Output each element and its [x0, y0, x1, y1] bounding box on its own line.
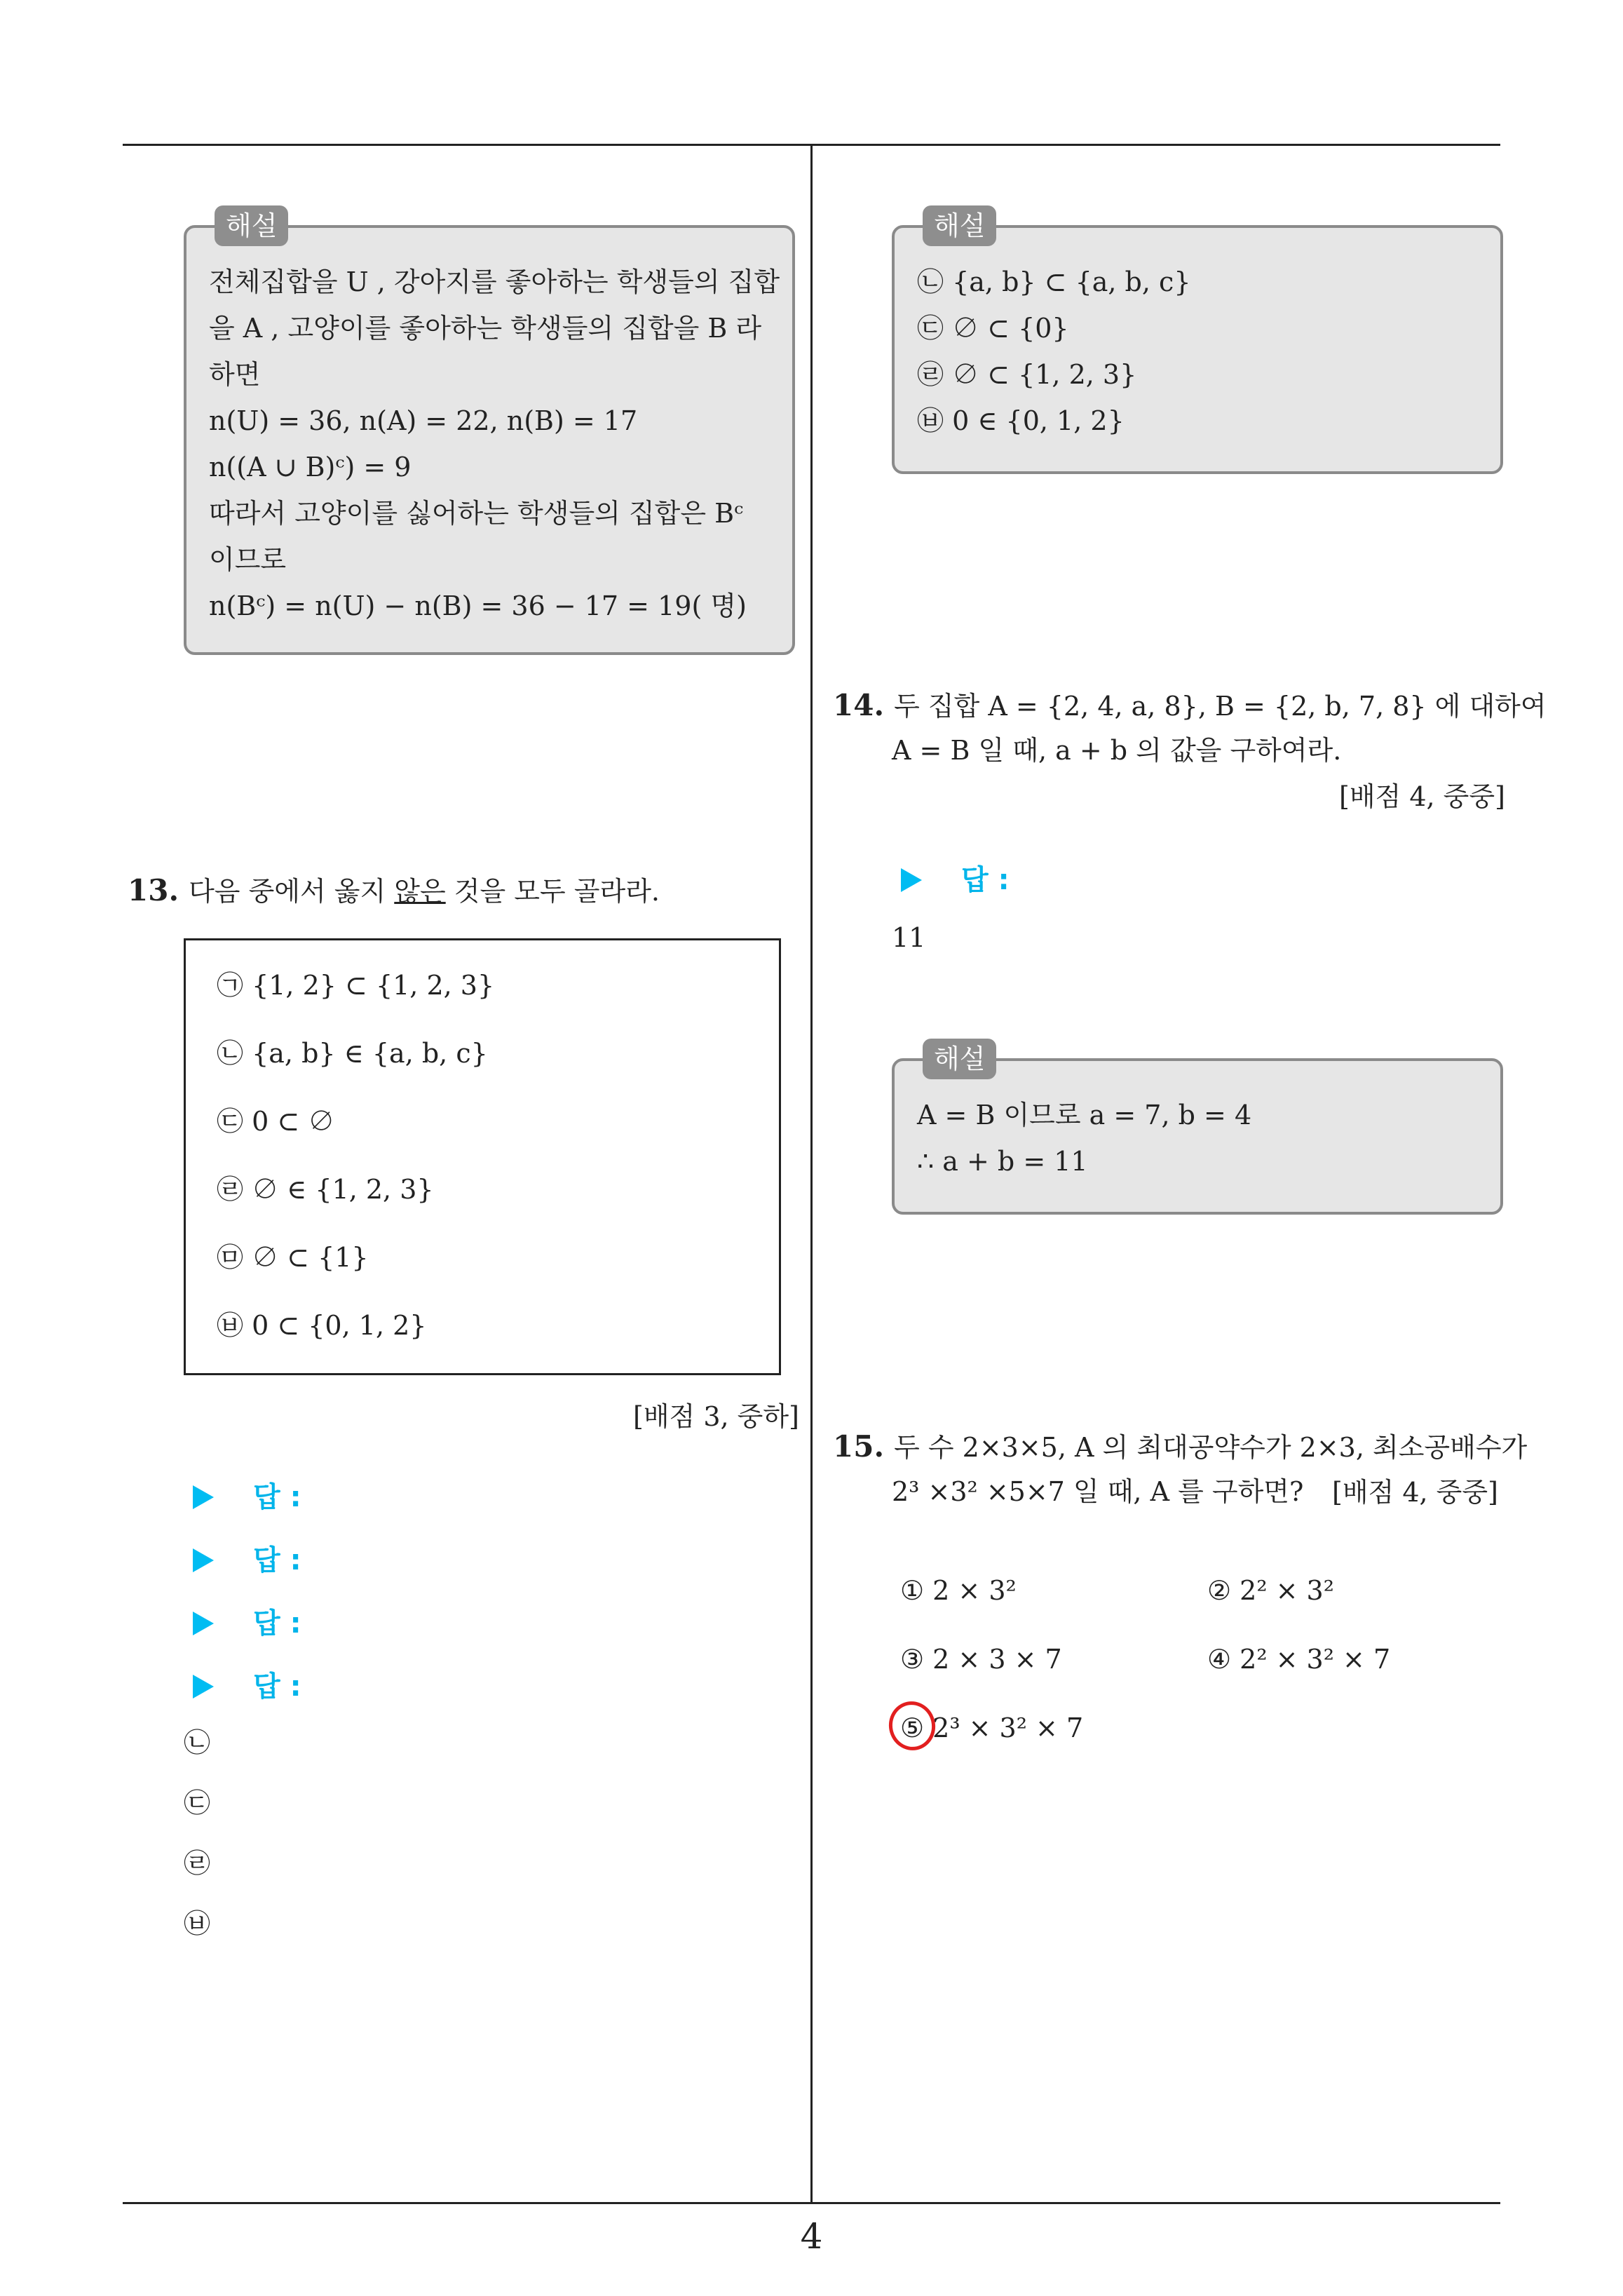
solution-line: 을 A , 고양이를 좋아하는 학생들의 집합을 B 라 [209, 313, 762, 344]
column-divider [810, 144, 813, 2203]
question-15-line2: 2³ ×3² ×5×7 일 때, A 를 구하면? [892, 1476, 1304, 1507]
answer-label: 답 : [253, 1481, 301, 1513]
option-item: ㉡ {a, b} ∈ {a, b, c} [217, 1038, 488, 1069]
answer-row [193, 1602, 301, 1643]
option-item: ㉢ 0 ⊂ ∅ [217, 1106, 335, 1137]
question-13-options-box [184, 938, 781, 1375]
answer-row [193, 1476, 301, 1517]
question-text: 다음 중에서 옳지 [189, 876, 395, 907]
choice-2: ② 2² × 3² [1207, 1575, 1334, 1606]
solution-box-12 [184, 210, 795, 655]
solution-line: 하면 [209, 359, 261, 390]
choice-4: ④ 2² × 3² × 7 [1207, 1644, 1391, 1675]
bottom-rule [123, 2202, 1500, 2204]
question-14 [833, 684, 1547, 728]
answer-label: 답 : [961, 864, 1010, 896]
solution-line: ㉣ ∅ ⊂ {1, 2, 3} [917, 359, 1137, 390]
solution-line: n(U) = 36, n(A) = 22, n(B) = 17 [209, 405, 638, 436]
answer-row [193, 1539, 301, 1580]
option-item: ㉠ {1, 2} ⊂ {1, 2, 3} [217, 970, 495, 1001]
question-number: 15. [833, 1429, 885, 1464]
solution-line: ㉢ ∅ ⊂ {0} [917, 313, 1069, 344]
answer-row [193, 1666, 301, 1706]
play-triangle-icon [901, 868, 922, 892]
solution-line: A = B 이므로 a = 7, b = 4 [917, 1100, 1252, 1130]
question-text: 것을 모두 골라라. [445, 876, 660, 907]
answer-row [901, 859, 1010, 900]
question-text-underlined: 않은 [394, 876, 446, 907]
question-14-line2: A = B 일 때, a + b 의 값을 구하여라. [892, 735, 1342, 766]
solution-box-14 [892, 1044, 1503, 1215]
question-number: 13. [128, 873, 179, 907]
solution-tab: 해설 [923, 205, 996, 246]
question-13 [128, 869, 660, 913]
choice-5: ⑤ 2³ × 3² × 7 [900, 1713, 1084, 1743]
option-item: ㉣ ∅ ∈ {1, 2, 3} [217, 1174, 434, 1205]
solution-line: 전체집합을 U , 강아지를 좋아하는 학생들의 집합 [209, 266, 780, 297]
question-text: 두 집합 A = {2, 4, a, 8}, B = {2, b, 7, 8} 에 대하여 [894, 691, 1547, 722]
solution-line: 이므로 [209, 544, 287, 575]
score-label: [배점 4, 중중] [1332, 1477, 1498, 1508]
answer-label: 답 : [253, 1544, 301, 1576]
score-label: [배점 4, 중중] [1339, 781, 1505, 812]
answer-value: ㉥ [184, 1908, 211, 1939]
solution-tab: 해설 [215, 205, 288, 246]
answer-value: ㉡ [184, 1727, 211, 1758]
option-item: ㉤ ∅ ⊂ {1} [217, 1242, 369, 1273]
choice-1: ① 2 × 3² [900, 1575, 1017, 1606]
solution-line: n(Bᶜ) = n(U) − n(B) = 36 − 17 = 19( 명) [209, 590, 747, 621]
answer-value: ㉢ [184, 1788, 211, 1818]
solution-line: 따라서 고양이를 싫어하는 학생들의 집합은 Bᶜ [209, 498, 744, 529]
answer-value: 11 [892, 922, 926, 953]
question-number: 14. [833, 688, 885, 722]
play-triangle-icon [193, 1675, 214, 1699]
page-number: 4 [800, 2216, 823, 2257]
play-triangle-icon [193, 1485, 214, 1509]
solution-line: ㉡ {a, b} ⊂ {a, b, c} [917, 266, 1191, 297]
choice-3: ③ 2 × 3 × 7 [900, 1644, 1062, 1675]
answer-label: 답 : [253, 1607, 301, 1640]
solution-line: n((A ∪ B)ᶜ) = 9 [209, 452, 412, 482]
solution-line: ㉥ 0 ∈ {0, 1, 2} [917, 405, 1125, 436]
option-item: ㉥ 0 ⊂ {0, 1, 2} [217, 1310, 427, 1341]
answer-value: ㉣ [184, 1848, 211, 1879]
solution-line: ∴ a + b = 11 [917, 1146, 1088, 1177]
question-15 [833, 1425, 1527, 1469]
answer-label: 답 : [253, 1670, 301, 1703]
solution-box-13 [892, 210, 1503, 474]
question-text: 두 수 2×3×5, A 의 최대공약수가 2×3, 최소공배수가 [894, 1432, 1528, 1463]
score-label: [배점 3, 중하] [633, 1401, 799, 1432]
solution-tab: 해설 [923, 1039, 996, 1079]
play-triangle-icon [193, 1612, 214, 1635]
play-triangle-icon [193, 1548, 214, 1572]
